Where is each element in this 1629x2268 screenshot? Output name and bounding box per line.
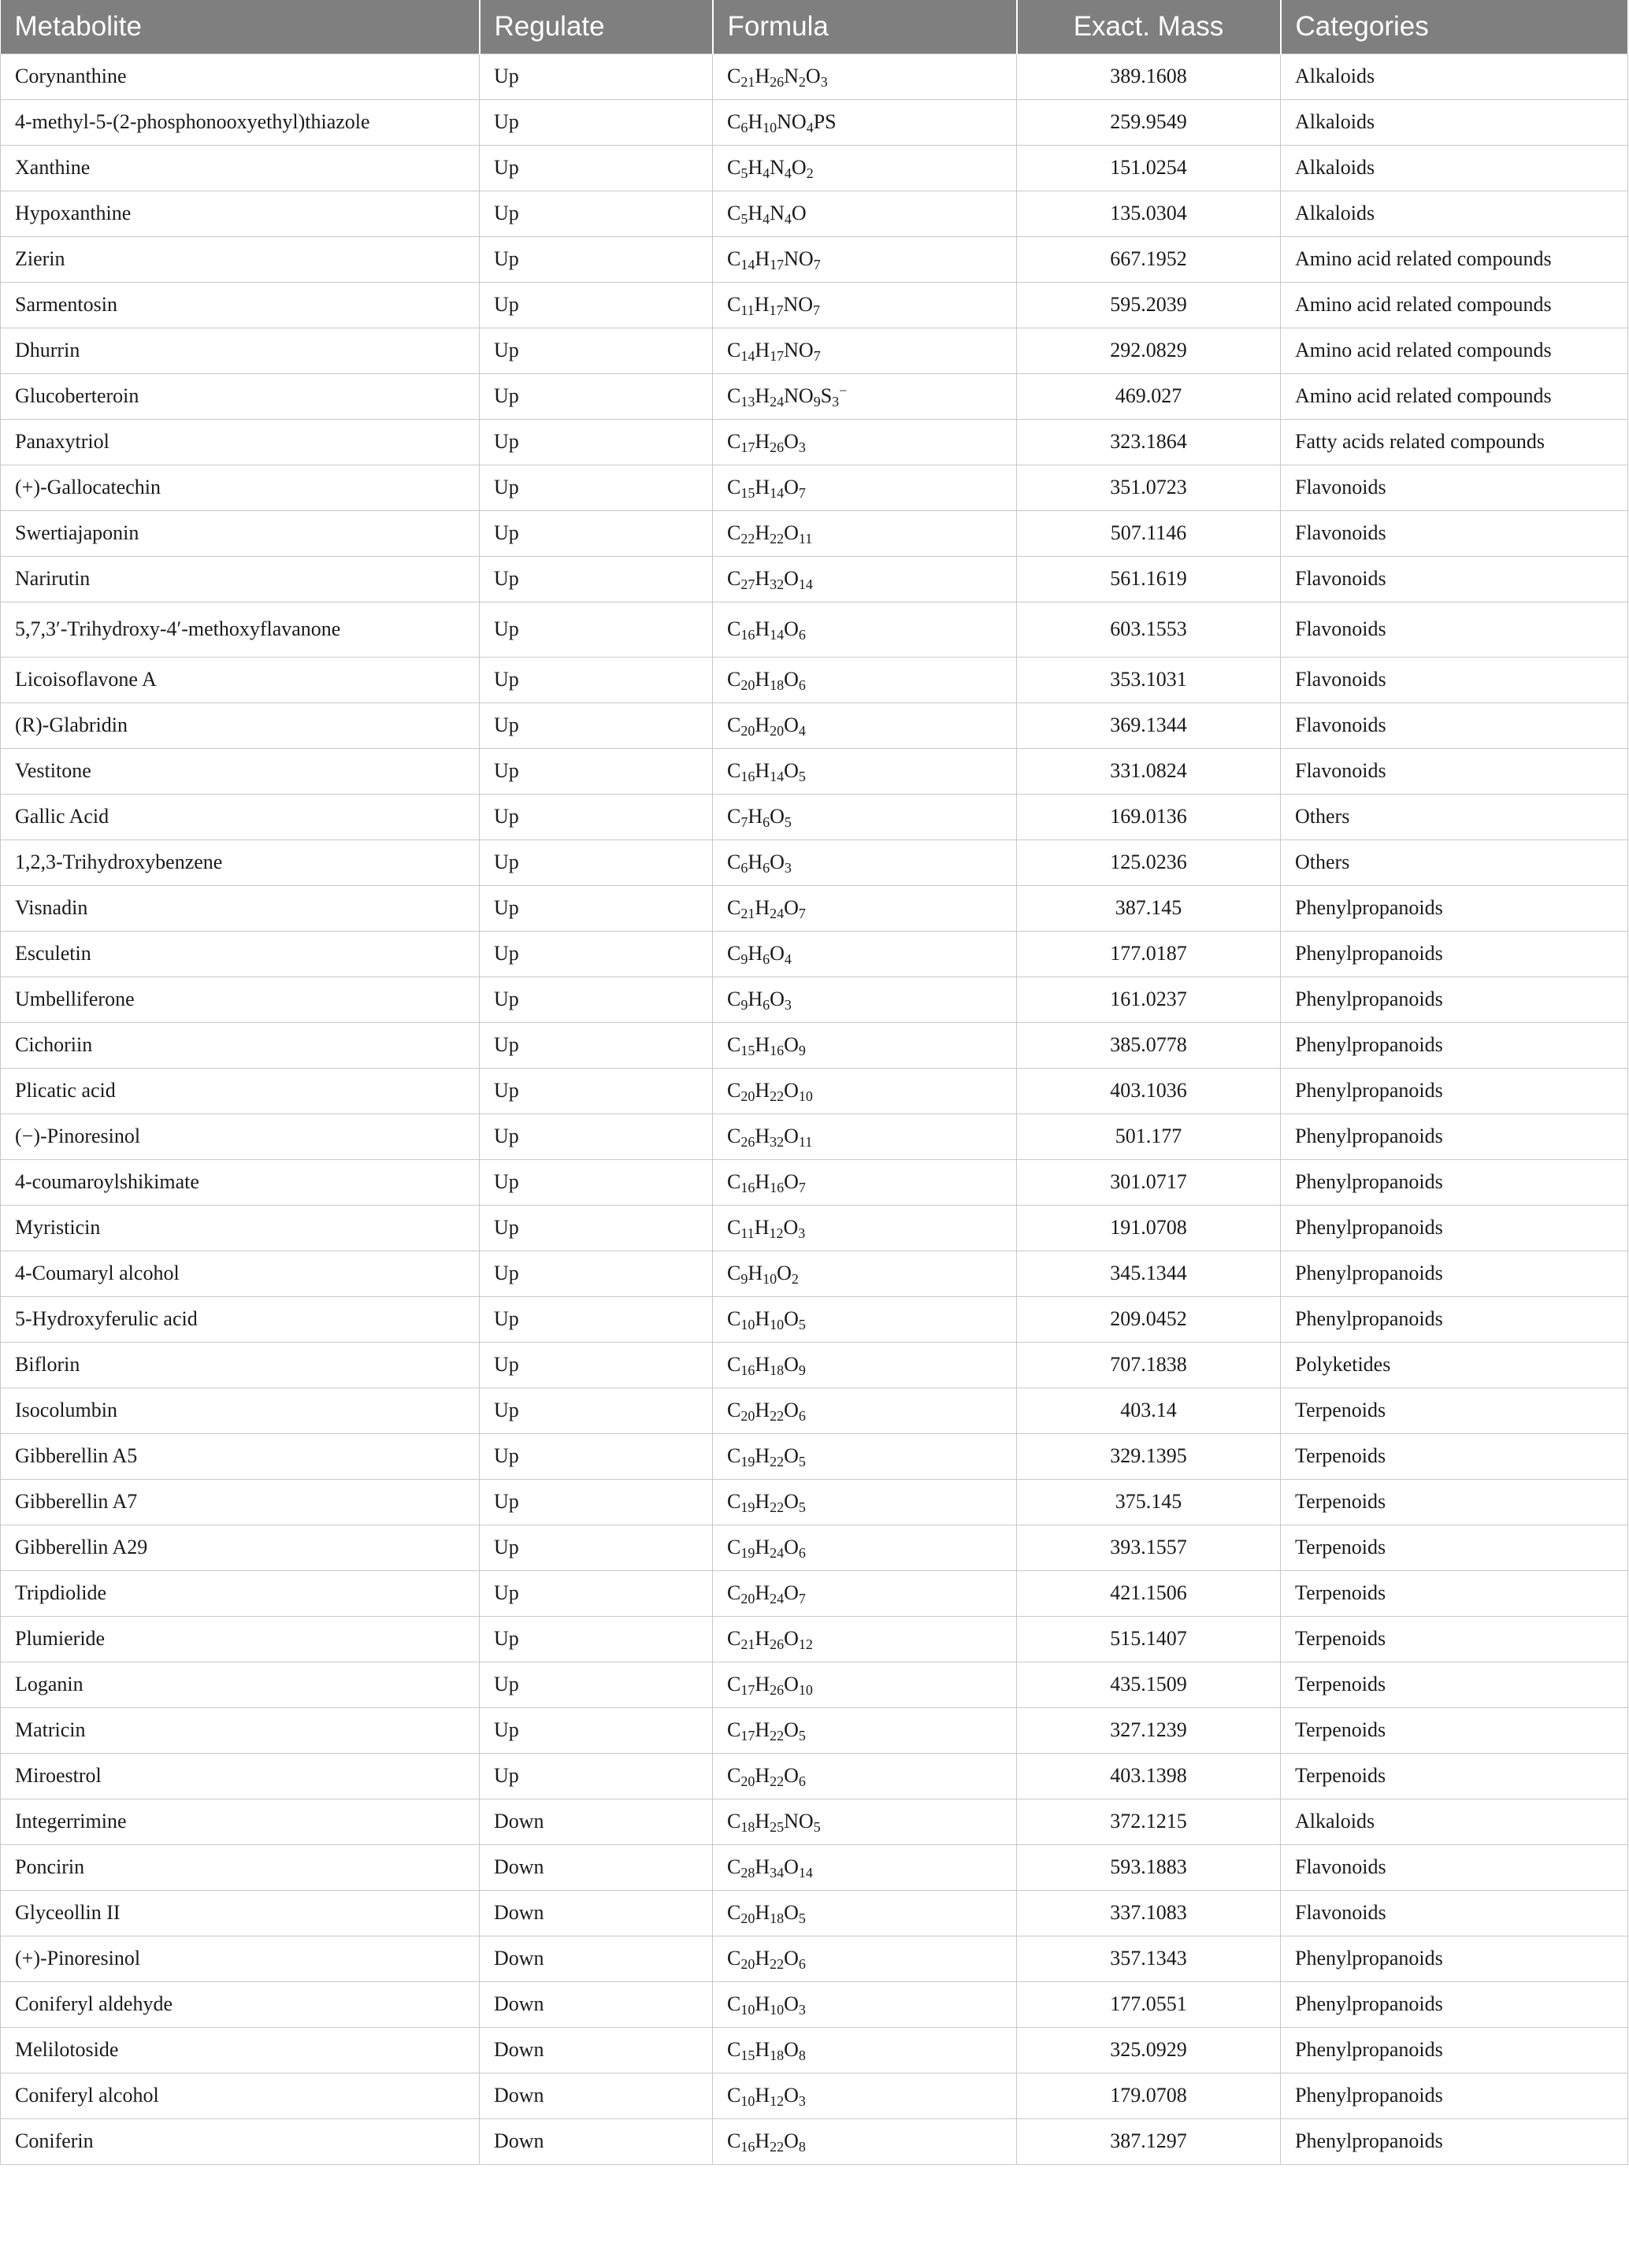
exact-mass-cell: 403.1036 xyxy=(1017,1068,1281,1114)
category-cell: Flavonoids xyxy=(1281,748,1628,794)
metabolite-cell: Licoisoflavone A xyxy=(1,657,480,702)
table-row xyxy=(1,145,1628,191)
metabolite-cell: 5-Hydroxyferulic acid xyxy=(1,1296,480,1342)
regulate-cell: Up xyxy=(480,1068,713,1114)
category-cell: Phenylpropanoids xyxy=(1281,1114,1628,1159)
regulate-cell: Up xyxy=(480,748,713,794)
table-row xyxy=(1,702,1628,748)
formula-cell: $C_{28}H_{34}O_{14}$ xyxy=(713,1844,1017,1890)
category-cell: Phenylpropanoids xyxy=(1281,1296,1628,1342)
exact-mass-cell: 259.9549 xyxy=(1017,99,1281,145)
category-cell: Flavonoids xyxy=(1281,657,1628,702)
table-row xyxy=(1,1022,1628,1068)
exact-mass-cell: 353.1031 xyxy=(1017,657,1281,702)
metabolite-cell: Gallic Acid xyxy=(1,794,480,839)
table-row xyxy=(1,1753,1628,1799)
table-row xyxy=(1,510,1628,556)
formula-cell: $C_{17}H_{22}O_5$ xyxy=(713,1707,1017,1753)
exact-mass-cell: 501.177 xyxy=(1017,1114,1281,1159)
metabolite-cell: Isocolumbin xyxy=(1,1388,480,1433)
regulate-cell: Up xyxy=(480,1114,713,1159)
table-row xyxy=(1,1251,1628,1296)
category-cell: Terpenoids xyxy=(1281,1616,1628,1662)
regulate-cell: Up xyxy=(480,419,713,465)
metabolite-cell: (+)-Gallocatechin xyxy=(1,465,480,510)
category-cell: Terpenoids xyxy=(1281,1707,1628,1753)
formula-cell: $C_{20}H_{22}O_6$ xyxy=(713,1753,1017,1799)
regulate-cell: Up xyxy=(480,1707,713,1753)
metabolite-cell: Zierin xyxy=(1,236,480,282)
regulate-cell: Up xyxy=(480,931,713,976)
metabolite-cell: Esculetin xyxy=(1,931,480,976)
exact-mass-cell: 561.1619 xyxy=(1017,556,1281,602)
exact-mass-cell: 125.0236 xyxy=(1017,839,1281,885)
exact-mass-cell: 179.0708 xyxy=(1017,2073,1281,2118)
metabolite-cell: Coniferyl aldehyde xyxy=(1,1981,480,2027)
regulate-cell: Down xyxy=(480,2027,713,2073)
table-row xyxy=(1,602,1628,657)
formula-cell: $C_{16}H_{22}O_8$ xyxy=(713,2118,1017,2164)
table-row xyxy=(1,373,1628,419)
category-cell: Flavonoids xyxy=(1281,1844,1628,1890)
formula-cell: $C_{27}H_{32}O_{14}$ xyxy=(713,556,1017,602)
regulate-cell: Down xyxy=(480,1981,713,2027)
category-cell: Phenylpropanoids xyxy=(1281,885,1628,931)
category-cell: Terpenoids xyxy=(1281,1753,1628,1799)
exact-mass-cell: 387.1297 xyxy=(1017,2118,1281,2164)
category-cell: Phenylpropanoids xyxy=(1281,931,1628,976)
table-row xyxy=(1,657,1628,702)
exact-mass-cell: 469.027 xyxy=(1017,373,1281,419)
exact-mass-cell: 357.1343 xyxy=(1017,1936,1281,1981)
metabolite-cell: Miroestrol xyxy=(1,1753,480,1799)
formula-cell: $C_{21}H_{26}N_2O_3$ xyxy=(713,54,1017,99)
metabolite-cell: Plicatic acid xyxy=(1,1068,480,1114)
regulate-cell: Down xyxy=(480,2073,713,2118)
table-row xyxy=(1,465,1628,510)
formula-cell: $C_{17}H_{26}O_{10}$ xyxy=(713,1662,1017,1707)
regulate-cell: Up xyxy=(480,236,713,282)
table-row xyxy=(1,1205,1628,1251)
category-cell: Alkaloids xyxy=(1281,145,1628,191)
table-row xyxy=(1,1890,1628,1936)
category-cell: Phenylpropanoids xyxy=(1281,1205,1628,1251)
metabolite-cell: Umbelliferone xyxy=(1,976,480,1022)
regulate-cell: Up xyxy=(480,373,713,419)
category-cell: Flavonoids xyxy=(1281,510,1628,556)
table-row xyxy=(1,1616,1628,1662)
formula-cell: $C_{14}H_{17}NO_7$ xyxy=(713,236,1017,282)
formula-cell: $C_9H_6O_4$ xyxy=(713,931,1017,976)
formula-cell: $C_{13}H_{24}NO_9S_3^-$ xyxy=(713,373,1017,419)
exact-mass-cell: 387.145 xyxy=(1017,885,1281,931)
exact-mass-cell: 135.0304 xyxy=(1017,191,1281,236)
metabolite-cell: Loganin xyxy=(1,1662,480,1707)
category-cell: Amino acid related compounds xyxy=(1281,282,1628,328)
exact-mass-cell: 603.1553 xyxy=(1017,602,1281,657)
exact-mass-cell: 209.0452 xyxy=(1017,1296,1281,1342)
metabolite-cell: (−)-Pinoresinol xyxy=(1,1114,480,1159)
category-cell: Amino acid related compounds xyxy=(1281,236,1628,282)
exact-mass-cell: 301.0717 xyxy=(1017,1159,1281,1205)
table-row xyxy=(1,236,1628,282)
metabolite-cell: 1,2,3-Trihydroxybenzene xyxy=(1,839,480,885)
category-cell: Phenylpropanoids xyxy=(1281,2027,1628,2073)
regulate-cell: Up xyxy=(480,1479,713,1525)
formula-cell: $C_7H_6O_5$ xyxy=(713,794,1017,839)
formula-cell: $C_{10}H_{10}O_5$ xyxy=(713,1296,1017,1342)
exact-mass-cell: 351.0723 xyxy=(1017,465,1281,510)
regulate-cell: Up xyxy=(480,1342,713,1388)
formula-cell: $C_{21}H_{24}O_7$ xyxy=(713,885,1017,931)
category-cell: Amino acid related compounds xyxy=(1281,373,1628,419)
metabolite-cell: Gibberellin A7 xyxy=(1,1479,480,1525)
formula-cell: $C_9H_6O_3$ xyxy=(713,976,1017,1022)
regulate-cell: Up xyxy=(480,885,713,931)
formula-cell: $C_{16}H_{14}O_5$ xyxy=(713,748,1017,794)
table-row xyxy=(1,1981,1628,2027)
table-row xyxy=(1,191,1628,236)
formula-cell: $C_{19}H_{22}O_5$ xyxy=(713,1433,1017,1479)
formula-cell: $C_{19}H_{22}O_5$ xyxy=(713,1479,1017,1525)
table-row xyxy=(1,2027,1628,2073)
exact-mass-cell: 393.1557 xyxy=(1017,1525,1281,1570)
regulate-cell: Up xyxy=(480,1525,713,1570)
exact-mass-cell: 435.1509 xyxy=(1017,1662,1281,1707)
regulate-cell: Up xyxy=(480,602,713,657)
category-cell: Fatty acids related compounds xyxy=(1281,419,1628,465)
formula-cell: $C_6H_6O_3$ xyxy=(713,839,1017,885)
category-cell: Flavonoids xyxy=(1281,702,1628,748)
category-cell: Alkaloids xyxy=(1281,99,1628,145)
exact-mass-cell: 177.0187 xyxy=(1017,931,1281,976)
table-row xyxy=(1,99,1628,145)
header-row xyxy=(1,0,1628,54)
metabolite-cell: Xanthine xyxy=(1,145,480,191)
metabolite-cell: 5,7,3′-Trihydroxy-4′-methoxyflavanone xyxy=(1,602,480,657)
formula-cell: $C_{20}H_{22}O_6$ xyxy=(713,1936,1017,1981)
category-cell: Flavonoids xyxy=(1281,1890,1628,1936)
category-cell: Terpenoids xyxy=(1281,1433,1628,1479)
exact-mass-cell: 331.0824 xyxy=(1017,748,1281,794)
header-formula: Formula xyxy=(713,0,1017,54)
category-cell: Polyketides xyxy=(1281,1342,1628,1388)
regulate-cell: Down xyxy=(480,1799,713,1844)
table-row xyxy=(1,1844,1628,1890)
regulate-cell: Up xyxy=(480,839,713,885)
regulate-cell: Up xyxy=(480,556,713,602)
formula-cell: $C_{16}H_{16}O_7$ xyxy=(713,1159,1017,1205)
table-body xyxy=(1,54,1628,2164)
exact-mass-cell: 403.14 xyxy=(1017,1388,1281,1433)
exact-mass-cell: 337.1083 xyxy=(1017,1890,1281,1936)
exact-mass-cell: 593.1883 xyxy=(1017,1844,1281,1890)
metabolite-cell: Hypoxanthine xyxy=(1,191,480,236)
metabolite-cell: Melilotoside xyxy=(1,2027,480,2073)
metabolite-cell: Gibberellin A5 xyxy=(1,1433,480,1479)
category-cell: Phenylpropanoids xyxy=(1281,1159,1628,1205)
table-row xyxy=(1,839,1628,885)
exact-mass-cell: 169.0136 xyxy=(1017,794,1281,839)
formula-cell: $C_{20}H_{20}O_4$ xyxy=(713,702,1017,748)
table-row xyxy=(1,556,1628,602)
table-row xyxy=(1,1159,1628,1205)
metabolite-cell: Tripdiolide xyxy=(1,1570,480,1616)
metabolite-cell: (+)-Pinoresinol xyxy=(1,1936,480,1981)
table-row xyxy=(1,1114,1628,1159)
category-cell: Phenylpropanoids xyxy=(1281,1251,1628,1296)
formula-cell: $C_{15}H_{16}O_9$ xyxy=(713,1022,1017,1068)
exact-mass-cell: 327.1239 xyxy=(1017,1707,1281,1753)
table-row xyxy=(1,931,1628,976)
metabolite-cell: Coniferyl alcohol xyxy=(1,2073,480,2118)
category-cell: Others xyxy=(1281,839,1628,885)
formula-cell: $C_9H_{10}O_2$ xyxy=(713,1251,1017,1296)
category-cell: Alkaloids xyxy=(1281,54,1628,99)
metabolite-cell: Biflorin xyxy=(1,1342,480,1388)
metabolite-cell: 4-Coumaryl alcohol xyxy=(1,1251,480,1296)
exact-mass-cell: 372.1215 xyxy=(1017,1799,1281,1844)
table-row xyxy=(1,2073,1628,2118)
table-row xyxy=(1,748,1628,794)
regulate-cell: Up xyxy=(480,465,713,510)
exact-mass-cell: 389.1608 xyxy=(1017,54,1281,99)
category-cell: Phenylpropanoids xyxy=(1281,976,1628,1022)
metabolite-cell: Visnadin xyxy=(1,885,480,931)
metabolite-cell: Sarmentosin xyxy=(1,282,480,328)
regulate-cell: Up xyxy=(480,191,713,236)
metabolite-cell: Narirutin xyxy=(1,556,480,602)
formula-cell: $C_{11}H_{17}NO_7$ xyxy=(713,282,1017,328)
exact-mass-cell: 369.1344 xyxy=(1017,702,1281,748)
metabolite-cell: Cichoriin xyxy=(1,1022,480,1068)
table-row xyxy=(1,976,1628,1022)
exact-mass-cell: 151.0254 xyxy=(1017,145,1281,191)
regulate-cell: Up xyxy=(480,1388,713,1433)
exact-mass-cell: 595.2039 xyxy=(1017,282,1281,328)
metabolite-cell: 4-methyl-5-(2-phosphonooxyethyl)thiazole xyxy=(1,99,480,145)
regulate-cell: Up xyxy=(480,1251,713,1296)
regulate-cell: Up xyxy=(480,328,713,373)
regulate-cell: Up xyxy=(480,99,713,145)
exact-mass-cell: 177.0551 xyxy=(1017,1981,1281,2027)
formula-cell: $C_{16}H_{18}O_9$ xyxy=(713,1342,1017,1388)
regulate-cell: Up xyxy=(480,1662,713,1707)
metabolite-cell: Glyceollin II xyxy=(1,1890,480,1936)
metabolite-cell: Plumieride xyxy=(1,1616,480,1662)
exact-mass-cell: 403.1398 xyxy=(1017,1753,1281,1799)
header-regulate: Regulate xyxy=(480,0,713,54)
formula-cell: $C_{20}H_{22}O_{10}$ xyxy=(713,1068,1017,1114)
formula-cell: $C_{10}H_{12}O_3$ xyxy=(713,2073,1017,2118)
regulate-cell: Down xyxy=(480,2118,713,2164)
regulate-cell: Up xyxy=(480,1433,713,1479)
formula-cell: $C_{20}H_{24}O_7$ xyxy=(713,1570,1017,1616)
table-row xyxy=(1,419,1628,465)
category-cell: Flavonoids xyxy=(1281,602,1628,657)
table-row xyxy=(1,1342,1628,1388)
regulate-cell: Up xyxy=(480,1570,713,1616)
formula-cell: $C_{11}H_{12}O_3$ xyxy=(713,1205,1017,1251)
regulate-cell: Up xyxy=(480,1753,713,1799)
formula-cell: $C_{14}H_{17}NO_7$ xyxy=(713,328,1017,373)
table-row xyxy=(1,1525,1628,1570)
exact-mass-cell: 375.145 xyxy=(1017,1479,1281,1525)
category-cell: Flavonoids xyxy=(1281,556,1628,602)
table-row xyxy=(1,1570,1628,1616)
category-cell: Terpenoids xyxy=(1281,1479,1628,1525)
table-row xyxy=(1,2118,1628,2164)
formula-cell: $C_{20}H_{18}O_5$ xyxy=(713,1890,1017,1936)
formula-cell: $C_{20}H_{18}O_6$ xyxy=(713,657,1017,702)
category-cell: Phenylpropanoids xyxy=(1281,1936,1628,1981)
exact-mass-cell: 329.1395 xyxy=(1017,1433,1281,1479)
category-cell: Amino acid related compounds xyxy=(1281,328,1628,373)
formula-cell: $C_{26}H_{32}O_{11}$ xyxy=(713,1114,1017,1159)
table-row xyxy=(1,1296,1628,1342)
metabolite-cell: Glucoberteroin xyxy=(1,373,480,419)
table-row xyxy=(1,1936,1628,1981)
exact-mass-cell: 667.1952 xyxy=(1017,236,1281,282)
formula-cell: $C_5H_4N_4O_2$ xyxy=(713,145,1017,191)
metabolite-cell: Swertiajaponin xyxy=(1,510,480,556)
regulate-cell: Down xyxy=(480,1890,713,1936)
table-row xyxy=(1,885,1628,931)
formula-cell: $C_{10}H_{10}O_3$ xyxy=(713,1981,1017,2027)
formula-cell: $C_{17}H_{26}O_3$ xyxy=(713,419,1017,465)
regulate-cell: Up xyxy=(480,1296,713,1342)
category-cell: Phenylpropanoids xyxy=(1281,1981,1628,2027)
metabolite-cell: Gibberellin A29 xyxy=(1,1525,480,1570)
regulate-cell: Up xyxy=(480,145,713,191)
table-row xyxy=(1,54,1628,99)
exact-mass-cell: 292.0829 xyxy=(1017,328,1281,373)
metabolite-cell: Coniferin xyxy=(1,2118,480,2164)
formula-cell: $C_{20}H_{22}O_6$ xyxy=(713,1388,1017,1433)
table-row xyxy=(1,282,1628,328)
metabolite-cell: 4-coumaroylshikimate xyxy=(1,1159,480,1205)
regulate-cell: Up xyxy=(480,510,713,556)
metabolite-cell: Panaxytriol xyxy=(1,419,480,465)
category-cell: Phenylpropanoids xyxy=(1281,1068,1628,1114)
exact-mass-cell: 191.0708 xyxy=(1017,1205,1281,1251)
metabolite-cell: Myristicin xyxy=(1,1205,480,1251)
category-cell: Phenylpropanoids xyxy=(1281,2118,1628,2164)
table-row xyxy=(1,1707,1628,1753)
table-row xyxy=(1,1068,1628,1114)
regulate-cell: Down xyxy=(480,1844,713,1890)
metabolite-cell: Integerrimine xyxy=(1,1799,480,1844)
formula-cell: $C_{16}H_{14}O_6$ xyxy=(713,602,1017,657)
regulate-cell: Up xyxy=(480,702,713,748)
regulate-cell: Down xyxy=(480,1936,713,1981)
table-row xyxy=(1,1479,1628,1525)
regulate-cell: Up xyxy=(480,657,713,702)
regulate-cell: Up xyxy=(480,1616,713,1662)
category-cell: Alkaloids xyxy=(1281,191,1628,236)
table-row xyxy=(1,794,1628,839)
header-categories: Categories xyxy=(1281,0,1628,54)
metabolite-cell: Dhurrin xyxy=(1,328,480,373)
formula-cell: $C_{19}H_{24}O_6$ xyxy=(713,1525,1017,1570)
category-cell: Phenylpropanoids xyxy=(1281,1022,1628,1068)
category-cell: Terpenoids xyxy=(1281,1662,1628,1707)
exact-mass-cell: 515.1407 xyxy=(1017,1616,1281,1662)
metabolite-cell: (R)-Glabridin xyxy=(1,702,480,748)
table-row xyxy=(1,1799,1628,1844)
exact-mass-cell: 421.1506 xyxy=(1017,1570,1281,1616)
category-cell: Others xyxy=(1281,794,1628,839)
regulate-cell: Up xyxy=(480,1159,713,1205)
table-row xyxy=(1,1388,1628,1433)
formula-cell: $C_{22}H_{22}O_{11}$ xyxy=(713,510,1017,556)
category-cell: Terpenoids xyxy=(1281,1525,1628,1570)
metabolite-cell: Matricin xyxy=(1,1707,480,1753)
header-exact-mass: Exact. Mass xyxy=(1017,0,1281,54)
metabolite-cell: Poncirin xyxy=(1,1844,480,1890)
regulate-cell: Up xyxy=(480,976,713,1022)
formula-cell: $C_{15}H_{14}O_7$ xyxy=(713,465,1017,510)
formula-cell: $C_{21}H_{26}O_{12}$ xyxy=(713,1616,1017,1662)
regulate-cell: Up xyxy=(480,794,713,839)
header-metabolite: Metabolite xyxy=(1,0,480,54)
regulate-cell: Up xyxy=(480,282,713,328)
regulate-cell: Up xyxy=(480,54,713,99)
exact-mass-cell: 345.1344 xyxy=(1017,1251,1281,1296)
regulate-cell: Up xyxy=(480,1022,713,1068)
exact-mass-cell: 707.1838 xyxy=(1017,1342,1281,1388)
metabolite-cell: Corynanthine xyxy=(1,54,480,99)
exact-mass-cell: 161.0237 xyxy=(1017,976,1281,1022)
formula-cell: $C_{18}H_{25}NO_5$ xyxy=(713,1799,1017,1844)
category-cell: Phenylpropanoids xyxy=(1281,2073,1628,2118)
category-cell: Flavonoids xyxy=(1281,465,1628,510)
formula-cell: $C_{15}H_{18}O_8$ xyxy=(713,2027,1017,2073)
exact-mass-cell: 507.1146 xyxy=(1017,510,1281,556)
category-cell: Terpenoids xyxy=(1281,1570,1628,1616)
formula-cell: $C_6H_{10}NO_4PS$ xyxy=(713,99,1017,145)
category-cell: Alkaloids xyxy=(1281,1799,1628,1844)
category-cell: Terpenoids xyxy=(1281,1388,1628,1433)
exact-mass-cell: 325.0929 xyxy=(1017,2027,1281,2073)
regulate-cell: Up xyxy=(480,1205,713,1251)
metabolite-cell: Vestitone xyxy=(1,748,480,794)
table-row xyxy=(1,1662,1628,1707)
exact-mass-cell: 385.0778 xyxy=(1017,1022,1281,1068)
exact-mass-cell: 323.1864 xyxy=(1017,419,1281,465)
table-row xyxy=(1,1433,1628,1479)
formula-cell: $C_5H_4N_4O$ xyxy=(713,191,1017,236)
table-row xyxy=(1,328,1628,373)
